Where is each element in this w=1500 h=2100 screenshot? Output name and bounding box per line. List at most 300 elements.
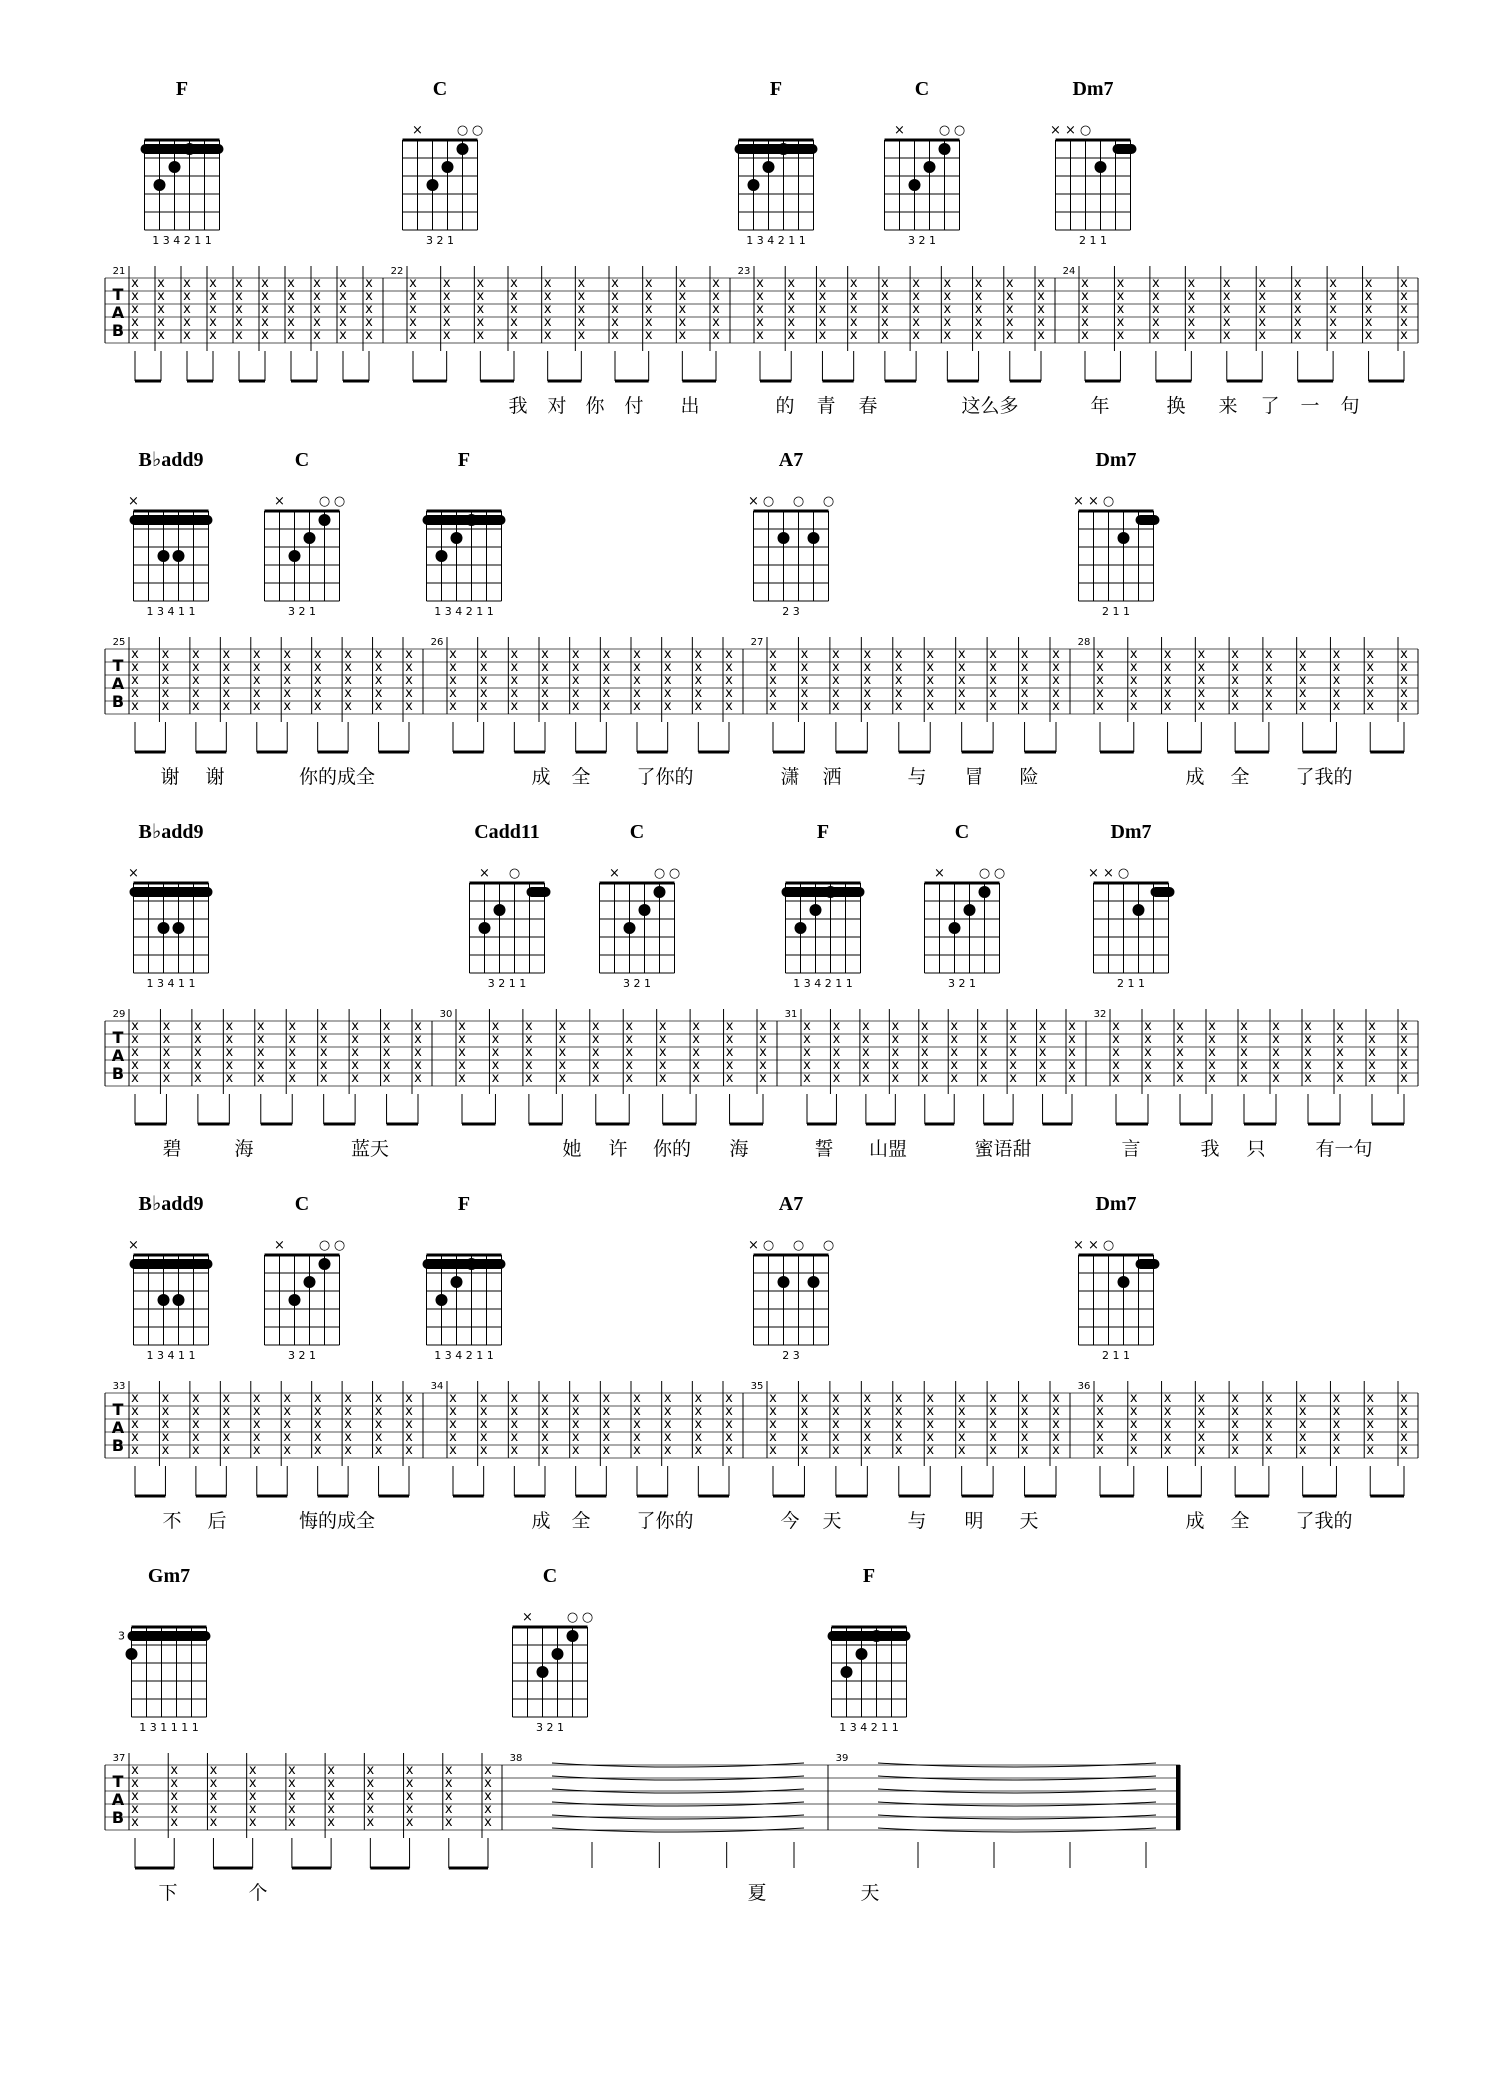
dead-note: x	[1129, 1430, 1138, 1445]
dead-note: x	[943, 328, 952, 343]
dead-note: x	[692, 1032, 700, 1047]
dead-note: x	[1197, 1430, 1206, 1445]
finger-dot	[319, 1258, 331, 1270]
dead-note: x	[920, 1019, 929, 1034]
dead-note: x	[926, 686, 935, 701]
dead-note: x	[194, 1071, 202, 1086]
dead-note: x	[161, 1430, 170, 1445]
lyric: 一	[1300, 395, 1320, 417]
strum	[885, 266, 920, 381]
dead-note: x	[444, 1802, 453, 1817]
dead-note: x	[252, 699, 261, 714]
dead-note: x	[252, 1404, 261, 1419]
chord-diagram-f	[423, 1193, 506, 1362]
dead-note: x	[989, 647, 997, 662]
strum	[548, 266, 586, 381]
dead-note: x	[405, 1776, 414, 1791]
dead-note: x	[1052, 699, 1060, 714]
finger-numbers: 1 3 4 1 1	[146, 977, 196, 990]
chord-diagram-dm7	[1073, 449, 1159, 618]
dead-note: x	[800, 1443, 809, 1458]
strum	[637, 1381, 672, 1496]
dead-note: x	[979, 1058, 988, 1073]
dead-note: x	[1368, 1045, 1376, 1060]
dead-note: x	[222, 1443, 231, 1458]
dead-note: x	[663, 686, 672, 701]
dead-note: x	[510, 673, 519, 688]
chord-name: B♭add9	[138, 821, 204, 843]
lyric: 她	[562, 1138, 582, 1160]
dead-note: x	[449, 686, 457, 701]
dead-note: x	[974, 289, 983, 304]
finger-numbers: 3 2 1	[948, 977, 976, 990]
dead-note: x	[800, 1404, 809, 1419]
dead-note: x	[543, 315, 552, 330]
dead-note: x	[283, 1417, 292, 1432]
dead-note: x	[658, 1019, 667, 1034]
dead-note: x	[818, 328, 827, 343]
dead-note: x	[287, 328, 295, 343]
strum	[698, 1381, 733, 1496]
dead-note: x	[1332, 660, 1341, 675]
strum	[1004, 266, 1014, 381]
strum	[129, 266, 139, 381]
dead-note: x	[849, 289, 858, 304]
dead-note: x	[1368, 1019, 1376, 1034]
barre	[423, 515, 506, 525]
dead-note: x	[979, 1045, 988, 1060]
dead-note: x	[479, 1443, 488, 1458]
dead-note: x	[283, 686, 292, 701]
dead-note: x	[374, 1417, 383, 1432]
chord-diagram-a7	[748, 1193, 834, 1362]
dead-note: x	[1258, 302, 1267, 317]
strum	[893, 637, 903, 752]
dead-note: x	[1298, 660, 1307, 675]
dead-note: x	[1272, 1032, 1280, 1047]
dead-note: x	[1400, 1032, 1408, 1047]
strum	[631, 1381, 641, 1496]
dead-note: x	[162, 1019, 171, 1034]
strum	[257, 1381, 292, 1496]
open-mark: ○	[762, 494, 775, 509]
dead-note: x	[162, 1045, 171, 1060]
dead-note: x	[525, 1019, 533, 1034]
finger-dot	[158, 1294, 170, 1306]
strum	[1235, 637, 1273, 752]
dead-note: x	[1068, 1032, 1076, 1047]
dead-note: x	[541, 660, 549, 675]
dead-note: x	[543, 302, 552, 317]
chord-diagram-bbadd9	[128, 1193, 212, 1362]
dead-note: x	[288, 1763, 296, 1778]
dead-note: x	[1081, 302, 1089, 317]
dead-note: x	[327, 1815, 335, 1830]
chord-diagram-f	[423, 449, 506, 618]
finger-numbers: 2 1 1	[1117, 977, 1145, 990]
dead-note: x	[374, 1430, 383, 1445]
strum	[1303, 637, 1341, 752]
strum	[773, 637, 809, 752]
dead-note: x	[1068, 1045, 1076, 1060]
sustain	[552, 1763, 804, 1868]
tab-clef: B	[111, 1064, 125, 1083]
barre	[828, 1631, 911, 1641]
dead-note: x	[374, 660, 383, 675]
strum	[1019, 1381, 1029, 1496]
dead-note: x	[476, 276, 485, 291]
dead-note: x	[633, 1430, 641, 1445]
dead-note: x	[510, 647, 519, 662]
lyric: 了我的	[1295, 1510, 1353, 1532]
dead-note: x	[658, 1071, 667, 1086]
dead-note: x	[989, 686, 997, 701]
dead-note: x	[225, 1019, 234, 1034]
dead-note: x	[694, 660, 703, 675]
dead-note: x	[1240, 1045, 1248, 1060]
dead-note: x	[1231, 686, 1239, 701]
dead-note: x	[1152, 289, 1160, 304]
dead-note: x	[863, 699, 872, 714]
dead-note: x	[405, 673, 413, 688]
strum	[760, 266, 795, 381]
strum	[135, 1753, 178, 1868]
lyric: 险	[1019, 766, 1039, 788]
dead-note: x	[1231, 1391, 1239, 1406]
dead-note: x	[1366, 647, 1375, 662]
dead-note: x	[1265, 1443, 1273, 1458]
dead-note: x	[1304, 1032, 1312, 1047]
strum	[447, 1381, 457, 1496]
lyric: 夏	[747, 1882, 767, 1904]
dead-note: x	[131, 1404, 139, 1419]
dead-note: x	[1332, 1417, 1341, 1432]
dead-note: x	[1005, 289, 1014, 304]
dead-note: x	[161, 1443, 170, 1458]
dead-note: x	[491, 1071, 500, 1086]
barre	[130, 1259, 213, 1269]
strum	[443, 1753, 453, 1868]
dead-note: x	[1005, 315, 1014, 330]
dead-note: x	[161, 660, 170, 675]
dead-note: x	[541, 699, 549, 714]
strum	[129, 1009, 139, 1124]
dead-note: x	[863, 673, 872, 688]
dead-note: x	[319, 1032, 328, 1047]
dead-note: x	[1009, 1058, 1017, 1073]
finger-dot	[552, 1648, 564, 1660]
strum	[1238, 1009, 1248, 1124]
dead-note: x	[510, 315, 518, 330]
dead-note: x	[225, 1071, 234, 1086]
dead-note: x	[1298, 673, 1307, 688]
dead-note: x	[510, 1430, 519, 1445]
dead-note: x	[344, 1430, 352, 1445]
chord-diagram-c	[265, 449, 346, 618]
dead-note: x	[881, 315, 889, 330]
dead-note: x	[1272, 1058, 1280, 1073]
dead-note: x	[313, 328, 321, 343]
dead-note: x	[1240, 1071, 1248, 1086]
dead-note: x	[543, 289, 552, 304]
dead-note: x	[694, 1430, 703, 1445]
dead-note: x	[161, 673, 170, 688]
dead-note: x	[541, 1417, 549, 1432]
dead-note: x	[1081, 315, 1089, 330]
dead-note: x	[1197, 1417, 1206, 1432]
dead-note: x	[725, 1071, 734, 1086]
dead-note: x	[374, 699, 383, 714]
dead-note: x	[382, 1058, 391, 1073]
dead-note: x	[479, 686, 488, 701]
dead-note: x	[283, 1391, 292, 1406]
barre	[527, 887, 551, 897]
dead-note: x	[863, 660, 872, 675]
open-mark: ○	[1117, 866, 1130, 881]
tab-clef: T	[112, 1772, 124, 1791]
chord-diagram-dm7	[1050, 78, 1136, 247]
dead-note: x	[183, 289, 191, 304]
strum	[129, 1381, 139, 1496]
dead-note: x	[543, 276, 552, 291]
dead-note: x	[1129, 686, 1138, 701]
base-fret: 3	[118, 1629, 125, 1643]
dead-note: x	[541, 673, 549, 688]
dead-note: x	[974, 276, 983, 291]
dead-note: x	[894, 1443, 903, 1458]
chord-name: A7	[778, 449, 804, 471]
dead-note: x	[405, 1443, 413, 1458]
open-mark: ○	[993, 866, 1006, 881]
dead-note: x	[157, 302, 165, 317]
finger-numbers: 2 3	[782, 605, 800, 618]
dead-note: x	[283, 647, 292, 662]
mute-mark: ×	[609, 866, 620, 881]
dead-note: x	[344, 1404, 352, 1419]
strum	[807, 1009, 841, 1124]
dead-note: x	[1037, 289, 1045, 304]
dead-note: x	[222, 660, 231, 675]
lyric: 碧	[162, 1138, 182, 1160]
lyric: 天	[860, 1882, 880, 1904]
dead-note: x	[663, 1417, 672, 1432]
lyric: 天	[822, 1510, 842, 1532]
dead-note: x	[591, 1071, 600, 1086]
lyric: 全	[1230, 766, 1250, 788]
dead-note: x	[633, 673, 641, 688]
dead-note: x	[1208, 1071, 1216, 1086]
dead-note: x	[252, 647, 261, 662]
dead-note: x	[351, 1019, 359, 1034]
chord-name: C	[294, 1193, 310, 1215]
dead-note: x	[1304, 1045, 1312, 1060]
strum	[956, 1381, 966, 1496]
strum	[207, 1753, 217, 1868]
dead-note: x	[1231, 660, 1239, 675]
strum	[836, 1381, 872, 1496]
dead-note: x	[327, 1789, 335, 1804]
chord-name: Gm7	[147, 1565, 191, 1587]
measure-number: 31	[784, 1009, 798, 1020]
dead-note: x	[1298, 1430, 1307, 1445]
dead-note: x	[1129, 1391, 1138, 1406]
finger-dot	[808, 532, 820, 544]
dead-note: x	[1112, 1058, 1120, 1073]
lyric: 我	[1200, 1138, 1220, 1160]
dead-note: x	[1163, 1404, 1172, 1419]
dead-note: x	[787, 302, 796, 317]
dead-note: x	[832, 1032, 841, 1047]
dead-note: x	[192, 1404, 200, 1419]
chord-diagram-f	[141, 78, 224, 247]
mute-mark: ×	[412, 123, 423, 138]
strum	[1364, 637, 1374, 752]
finger-numbers: 1 3 4 1 1	[146, 1349, 196, 1362]
dead-note: x	[192, 686, 200, 701]
dead-note: x	[444, 1763, 453, 1778]
finger-dot	[567, 1630, 579, 1642]
strum	[1025, 1381, 1061, 1496]
open-mark: ○	[792, 1238, 805, 1253]
mute-mark: ×	[894, 123, 905, 138]
dead-note: x	[863, 647, 872, 662]
strum	[1229, 1381, 1239, 1496]
dead-note: x	[602, 673, 611, 688]
measure-number: 25	[112, 637, 126, 648]
dead-note: x	[602, 1404, 611, 1419]
dead-note: x	[235, 289, 243, 304]
finger-numbers: 3 2 1	[908, 234, 936, 247]
dead-note: x	[1298, 686, 1307, 701]
dead-note: x	[950, 1019, 959, 1034]
strum	[508, 637, 518, 752]
dead-note: x	[1368, 1032, 1376, 1047]
dead-note: x	[957, 660, 966, 675]
finger-numbers: 1 3 4 2 1 1	[434, 605, 494, 618]
dead-note: x	[1197, 686, 1206, 701]
dead-note: x	[800, 1430, 809, 1445]
dead-note: x	[920, 1032, 929, 1047]
finger-dot	[427, 179, 439, 191]
strum	[1094, 1381, 1104, 1496]
strum	[257, 637, 292, 752]
open-mark: ○	[566, 1610, 579, 1625]
dead-note: x	[625, 1045, 634, 1060]
dead-note: x	[1081, 276, 1089, 291]
measure-number: 26	[430, 637, 444, 648]
dead-note: x	[1197, 1404, 1206, 1419]
strum	[1100, 637, 1138, 752]
dead-note: x	[1332, 1404, 1341, 1419]
finger-dot	[639, 904, 651, 916]
dead-note: x	[131, 1763, 139, 1778]
strum	[830, 1381, 840, 1496]
dead-note: x	[725, 1019, 734, 1034]
dead-note: x	[625, 1071, 634, 1086]
dead-note: x	[319, 1058, 328, 1073]
dead-note: x	[769, 1443, 777, 1458]
strum	[919, 1009, 929, 1124]
chord-name: F	[175, 78, 189, 100]
dead-note: x	[571, 686, 580, 701]
dead-note: x	[170, 1776, 179, 1791]
dead-note: x	[663, 1404, 672, 1419]
dead-note: x	[725, 1058, 734, 1073]
dead-note: x	[979, 1032, 988, 1047]
dead-note: x	[131, 1430, 139, 1445]
strum	[135, 637, 170, 752]
lyric: 了你的	[636, 766, 694, 788]
dead-note: x	[1068, 1019, 1076, 1034]
chord-diagram-f	[735, 78, 818, 247]
dead-note: x	[287, 315, 295, 330]
dead-note: x	[678, 302, 687, 317]
dead-note: x	[571, 673, 580, 688]
dead-note: x	[541, 1391, 549, 1406]
dead-note: x	[1112, 1019, 1120, 1034]
dead-note: x	[759, 1058, 767, 1073]
dead-note: x	[1400, 1071, 1408, 1086]
dead-note: x	[1129, 699, 1138, 714]
finger-dot	[778, 1276, 790, 1288]
dead-note: x	[558, 1032, 567, 1047]
dead-note: x	[663, 1391, 672, 1406]
dead-note: x	[832, 673, 840, 688]
strum	[407, 266, 417, 381]
open-mark: ○	[653, 866, 666, 881]
dead-note: x	[1265, 699, 1273, 714]
dead-note: x	[1258, 289, 1267, 304]
dead-note: x	[1163, 673, 1172, 688]
chord-name: Dm7	[1110, 821, 1152, 843]
chord-diagram-bbadd9	[128, 449, 212, 618]
dead-note: x	[344, 1391, 352, 1406]
barre	[1151, 887, 1175, 897]
dead-note: x	[409, 276, 417, 291]
strum	[474, 266, 484, 381]
strum	[462, 1009, 500, 1124]
dead-note: x	[283, 1404, 292, 1419]
dead-note: x	[192, 1417, 200, 1432]
dead-note: x	[1038, 1071, 1047, 1086]
dead-note: x	[625, 1058, 634, 1073]
dead-note: x	[313, 647, 322, 662]
finger-numbers: 3 2 1	[288, 1349, 316, 1362]
dead-note: x	[476, 289, 485, 304]
dead-note: x	[1112, 1032, 1120, 1047]
strum	[1229, 637, 1239, 752]
dead-note: x	[989, 1430, 997, 1445]
lyric: 了你的	[636, 1510, 694, 1532]
dead-note: x	[1298, 699, 1307, 714]
strum	[187, 266, 217, 381]
dead-note: x	[1129, 1404, 1138, 1419]
dead-note: x	[209, 315, 217, 330]
system-3	[105, 821, 1418, 1160]
strum	[1110, 1009, 1120, 1124]
finger-dot	[184, 143, 196, 155]
strum	[596, 1009, 634, 1124]
dead-note: x	[366, 1776, 375, 1791]
dead-note: x	[1265, 1430, 1273, 1445]
strum	[576, 1381, 611, 1496]
dead-note: x	[1052, 1391, 1060, 1406]
finger-dot	[466, 514, 478, 526]
dead-note: x	[442, 315, 451, 330]
dead-note: x	[1144, 1032, 1152, 1047]
dead-note: x	[283, 673, 292, 688]
dead-note: x	[252, 1417, 261, 1432]
